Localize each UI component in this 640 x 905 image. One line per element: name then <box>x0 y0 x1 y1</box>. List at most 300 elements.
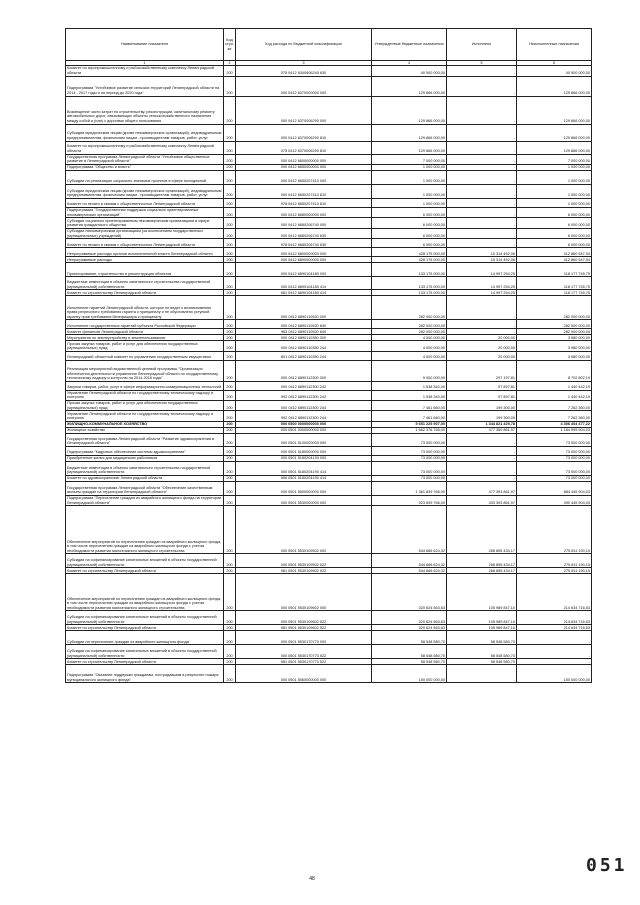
row-approved: 1 361 839 766,00 <box>372 481 447 495</box>
row-code: 200 <box>224 296 236 320</box>
row-name: Субсидии юридическим лицам (кроме некоммерческих организаций), индивидуальным предпринимателям, физическим лицам - производителям товаров, работ, услуг <box>66 185 224 199</box>
row-kbk: 956 0501 5180204190 414 <box>236 475 372 481</box>
row-approved: 320 624 563,63 <box>372 611 447 625</box>
row-approved: 133 175 000,00 <box>372 263 447 277</box>
row-kbk: 978 0412 6680206740 630 <box>236 239 372 248</box>
row-unexecuted: 1 440 442,19 <box>517 381 592 390</box>
row-approved: 1 662 376 766,00 <box>372 427 447 433</box>
row-executed: 58 548 580,70 <box>447 645 517 659</box>
table-row <box>66 401 592 411</box>
row-unexecuted: 282 000 000,00 <box>517 296 592 320</box>
row-unexecuted: 1 000 000,00 <box>517 185 592 199</box>
row-executed: 477 393 861,97 <box>447 481 517 495</box>
row-kbk: 963 0412 6890110520 840 <box>236 329 372 335</box>
table-row <box>66 481 592 495</box>
row-approved: 73 000 000,00 <box>372 433 447 446</box>
table-row <box>66 381 592 390</box>
row-approved: 7 461 660,00 <box>372 401 447 411</box>
row-executed: 97 897,81 <box>447 390 517 400</box>
row-unexecuted: 73 000 000,00 <box>517 475 592 481</box>
row-kbk: 000 0412 6890112300 244 <box>236 401 372 411</box>
row-approved: 428 175 000,00 <box>372 257 447 263</box>
row-code: 200 <box>224 66 236 76</box>
row-kbk: 000 0501 0000000000 000 <box>236 427 372 433</box>
row-unexecuted: 884 445 904,03 <box>517 481 592 495</box>
row-approved: 544 666 624,32 <box>372 554 447 568</box>
row-code: 200 <box>224 554 236 568</box>
table-row <box>66 141 592 154</box>
row-code: 200 <box>224 263 236 277</box>
row-approved: 133 175 000,00 <box>372 290 447 296</box>
row-name: Обеспечение мероприятий по переселению граждан из аварийного жилищного фонда, в том числе переселению граждан из аварийного жилищного фонда с учетом необходимости развития малоэтажного жилищного строительства <box>66 574 224 611</box>
row-kbk: 801 0412 6890110350 244 <box>236 351 372 360</box>
table-row <box>66 185 592 199</box>
row-name: Комитет по печати и связям с общественностью Ленинградской области <box>66 199 224 208</box>
table-row <box>66 360 592 381</box>
row-name: Субсидии на переселение граждан из аварийного жилищного фонда <box>66 631 224 645</box>
table-row <box>66 96 592 124</box>
row-unexecuted: 412 860 547,94 <box>517 248 592 257</box>
row-executed: 97 897,81 <box>447 381 517 390</box>
row-approved: 1 000 000,00 <box>372 185 447 199</box>
column-index: 5 <box>447 60 517 66</box>
row-unexecuted: 118 177 745,75 <box>517 290 592 296</box>
row-executed: - <box>447 228 517 238</box>
row-approved: 544 666 624,32 <box>372 568 447 574</box>
header-kbk: Код расхода по бюджетной классификации <box>236 29 372 61</box>
row-approved: 58 548 580,70 <box>372 645 447 659</box>
row-code: 200 <box>224 228 236 238</box>
table-row <box>66 277 592 290</box>
row-unexecuted: 1 440 442,19 <box>517 390 592 400</box>
row-approved: 6 000 000,00 <box>372 228 447 238</box>
row-executed: - <box>447 171 517 185</box>
row-unexecuted: 118 177 745,75 <box>517 263 592 277</box>
row-unexecuted: 8 702 802,19 <box>517 360 592 381</box>
row-kbk: 075 0412 6340606240 630 <box>236 66 372 76</box>
row-executed: 199 300,00 <box>447 401 517 411</box>
row-name: Подпрограмма "Кадровое обеспечение системы здравоохранения" <box>66 446 224 455</box>
row-kbk: 992 0412 6890112300 242 <box>236 390 372 400</box>
budget-table <box>65 28 592 683</box>
row-unexecuted: 275 811 190,15 <box>517 506 592 554</box>
row-approved: 1 000 000,00 <box>372 199 447 208</box>
row-unexecuted: 6 000 000,00 <box>517 218 592 228</box>
row-kbk: 000 0501 5530109602 000 <box>236 574 372 611</box>
row-approved: 282 000 000,00 <box>372 296 447 320</box>
row-approved: 320 624 563,63 <box>372 625 447 631</box>
row-approved: 73 000 000,00 <box>372 455 447 461</box>
table-row <box>66 446 592 455</box>
row-unexecuted: 73 000 000,00 <box>517 461 592 475</box>
row-kbk: 000 0501 5180000000 000 <box>236 446 372 455</box>
row-approved: 129 866 000,00 <box>372 96 447 124</box>
row-kbk: 000 0412 6650000000 000 <box>236 165 372 171</box>
row-kbk: 000 0412 6890104180 414 <box>236 277 372 290</box>
row-name: Подпрограмма "Устойчивое развитие сельских территорий Ленинградской области на 2014 - 2017 годы и на период до 2020 года" <box>66 76 224 96</box>
table-row <box>66 228 592 238</box>
column-index: 6 <box>517 60 592 66</box>
row-code: 200 <box>224 360 236 381</box>
row-name: Подпрограмма "Переселение граждан из аварийного жилищного фонда на территории Ленинградской области" <box>66 495 224 505</box>
row-unexecuted: 129 866 000,00 <box>517 141 592 154</box>
row-approved: 73 000 000,00 <box>372 446 447 455</box>
row-unexecuted: 4 306 404 477,22 <box>517 421 592 427</box>
row-unexecuted: 3 980 000,00 <box>517 335 592 341</box>
header-unexecuted: Неисполненные назначения <box>517 29 592 61</box>
row-name: Государственная программа Ленинградской области "Развитие здравоохранения в Ленинградской области" <box>66 433 224 446</box>
column-index: 2 <box>224 60 236 66</box>
row-unexecuted: 214 634 716,53 <box>517 611 592 625</box>
row-unexecuted: 118 177 745,75 <box>517 277 592 290</box>
row-executed: - <box>447 208 517 218</box>
row-unexecuted: 73 000 000,00 <box>517 455 592 461</box>
row-name: Субсидии на софинансирование капитальных вложений в объекты государственной (муниципальной) собственности <box>66 611 224 625</box>
table-row <box>66 76 592 96</box>
row-name: Государственная программа Ленинградской области "Устойчивое общественное развитие в Ленинградской области" <box>66 154 224 164</box>
row-kbk: 000 0412 6890000000 000 <box>236 257 372 263</box>
row-approved: 544 666 624,32 <box>372 506 447 554</box>
table-row <box>66 263 592 277</box>
row-code: 200 <box>224 625 236 631</box>
table-row <box>66 320 592 329</box>
table-row <box>66 248 592 257</box>
row-executed: 15 314 452,06 <box>447 257 517 263</box>
row-code: 200 <box>224 381 236 390</box>
row-approved: 428 175 000,00 <box>372 248 447 257</box>
row-approved: 5 651 225 907,00 <box>372 421 447 427</box>
row-kbk: 000 0412 6650207410 000 <box>236 171 372 185</box>
row-approved: 6 000 000,00 <box>372 208 447 218</box>
row-executed: - <box>447 446 517 455</box>
row-code: 200 <box>224 411 236 421</box>
row-executed: - <box>447 141 517 154</box>
row-kbk: 992 0412 6890112300 244 <box>236 411 372 421</box>
row-name: Субсидии некоммерческим организациям (за исключением государственных (муниципальных) учреждений) <box>66 228 224 238</box>
row-executed: - <box>447 154 517 164</box>
row-code: 200 <box>224 248 236 257</box>
row-executed: - <box>447 320 517 329</box>
row-code: 200 <box>224 165 236 171</box>
table-row <box>66 645 592 659</box>
row-executed: - <box>447 296 517 320</box>
row-approved: 6 000 000,00 <box>372 239 447 248</box>
row-unexecuted: - <box>517 659 592 665</box>
row-approved: 4 000 000,00 <box>372 351 447 360</box>
row-name: Подпрограмма "Общество и власть" <box>66 165 224 171</box>
table-row <box>66 218 592 228</box>
row-kbk: 000 0412 6890104180 000 <box>236 263 372 277</box>
row-kbk: 000 0500 0000000000 000 <box>236 421 372 427</box>
row-kbk: 000 0412 6370006290 810 <box>236 124 372 141</box>
row-kbk: 981 0412 6890104180 414 <box>236 290 372 296</box>
header-code: Код стро- ки <box>224 29 236 61</box>
row-kbk: 000 0501 5180204190 414 <box>236 461 372 475</box>
row-kbk: 000 0412 6890110350 244 <box>236 341 372 351</box>
row-executed: 268 855 434,17 <box>447 554 517 568</box>
row-code: 200 <box>224 495 236 505</box>
row-executed: - <box>447 96 517 124</box>
row-kbk: 000 0501 5530109502 522 <box>236 554 372 568</box>
row-executed: 268 855 434,17 <box>447 506 517 554</box>
row-name: Комитет по строительству Ленинградской области <box>66 625 224 631</box>
row-unexecuted: 275 811 190,15 <box>517 554 592 568</box>
table-row <box>66 495 592 505</box>
row-approved: 4 000 000,00 <box>372 341 447 351</box>
row-name: Прочая закупка товаров, работ и услуг для обеспечения государственных (муниципальных) нужд <box>66 401 224 411</box>
row-approved: 58 548 580,70 <box>372 659 447 665</box>
row-executed: - <box>447 185 517 199</box>
row-name: Подпрограмма "Оказание поддержки гражданам, пострадавшим в результате пожара муниципального жилищного фонда" <box>66 665 224 683</box>
header-approved: Утвержденные бюджетные назначения <box>372 29 447 61</box>
row-approved: 4 000 000,00 <box>372 335 447 341</box>
row-executed: - <box>447 218 517 228</box>
row-executed: 58 548 580,70 <box>447 659 517 665</box>
row-executed: - <box>447 165 517 171</box>
row-approved: 282 000 000,00 <box>372 320 447 329</box>
sheet-stamp: 051 <box>586 855 628 876</box>
row-unexecuted: 490 445 904,03 <box>517 495 592 505</box>
row-approved: 282 000 000,00 <box>372 329 447 335</box>
row-code: 200 <box>224 320 236 329</box>
row-executed: 105 989 847,10 <box>447 611 517 625</box>
row-executed: - <box>447 124 517 141</box>
row-kbk: 000 0412 6680206740 000 <box>236 218 372 228</box>
row-executed: 199 300,00 <box>447 411 517 421</box>
row-code: 200 <box>224 446 236 455</box>
row-kbk: 000 0412 6370006290 000 <box>236 96 372 124</box>
row-name: Комитет финансов Ленинградской области <box>66 329 224 335</box>
page-number: 48 <box>309 876 315 882</box>
row-unexecuted: 412 860 547,94 <box>517 257 592 263</box>
row-approved: 923 839 766,00 <box>372 495 447 505</box>
table-row <box>66 461 592 475</box>
row-code: 200 <box>224 631 236 645</box>
table-row <box>66 199 592 208</box>
row-name: Непрограммные расходы <box>66 257 224 263</box>
row-name: Комитет по строительству Ленинградской области <box>66 290 224 296</box>
row-name: Исполнение гарантий Ленинградской области, которое не ведет к возникновению права регрессного требования гаранта к принципалу и не обусловлено уступкой гаранту прав требования бенефициара к принципалу <box>66 296 224 320</box>
row-code: 200 <box>224 124 236 141</box>
row-code: 200 <box>224 645 236 659</box>
row-code: 200 <box>224 199 236 208</box>
table-row <box>66 124 592 141</box>
row-kbk: 000 0501 5530109502 000 <box>236 506 372 554</box>
row-unexecuted: 129 866 000,00 <box>517 76 592 96</box>
row-unexecuted: 275 811 190,15 <box>517 568 592 574</box>
row-kbk: 000 0501 5530170770 000 <box>236 631 372 645</box>
row-approved: 129 866 000,00 <box>372 124 447 141</box>
row-name: Комитет по агропромышленному и рыбохозяйственному комплексу Ленинградской области <box>66 141 224 154</box>
row-approved: 1 000 000,00 <box>372 165 447 171</box>
row-kbk: 000 0412 6890112300 000 <box>236 360 372 381</box>
row-kbk: 000 0412 6890110350 000 <box>236 335 372 341</box>
row-kbk: 000 0501 5530109602 522 <box>236 611 372 625</box>
row-code: 200 <box>224 329 236 335</box>
row-executed: 14 997 254,25 <box>447 277 517 290</box>
row-name: Субсидии на софинансирование капитальных вложений в объекты государственной (муниципальной) собственности <box>66 554 224 568</box>
row-executed: - <box>447 665 517 683</box>
row-unexecuted: 40 500 000,00 <box>517 66 592 76</box>
row-code: 200 <box>224 506 236 554</box>
row-code: 200 <box>224 401 236 411</box>
header-executed: Исполнено <box>447 29 517 61</box>
row-code: 200 <box>224 76 236 96</box>
row-code: 200 <box>224 290 236 296</box>
column-index: 4 <box>372 60 447 66</box>
row-name: Исполнение государственных гарантий субъекта Российской Федерации <box>66 320 224 329</box>
row-executed: 433 393 861,97 <box>447 495 517 505</box>
row-code: 200 <box>224 239 236 248</box>
row-name: Комитет по строительству Ленинградской области <box>66 659 224 665</box>
row-approved: 1 000 000,00 <box>372 171 447 185</box>
row-approved: 58 548 580,70 <box>372 631 447 645</box>
row-executed: 20 000,00 <box>447 341 517 351</box>
row-unexecuted: 1 000 000,00 <box>517 199 592 208</box>
row-approved: 1 538 340,00 <box>372 381 447 390</box>
row-unexecuted: 6 000 000,00 <box>517 228 592 238</box>
row-executed: 105 989 847,10 <box>447 625 517 631</box>
row-name: ЖИЛИЩНО-КОММУНАЛЬНОЕ ХОЗЯЙСТВО <box>66 421 224 427</box>
row-kbk: 000 0501 5500000000 000 <box>236 481 372 495</box>
row-executed: 14 997 254,25 <box>447 290 517 296</box>
table-body <box>66 66 592 683</box>
row-approved: 73 000 000,00 <box>372 461 447 475</box>
row-approved: 73 000 000,00 <box>372 475 447 481</box>
row-kbk: 000 0501 5530170770 522 <box>236 645 372 659</box>
row-code: 200 <box>224 481 236 495</box>
row-code: 200 <box>224 351 236 360</box>
table-row <box>66 574 592 611</box>
row-code: 200 <box>224 574 236 611</box>
row-unexecuted: - <box>517 645 592 659</box>
row-executed: 268 855 434,17 <box>447 568 517 574</box>
row-executed: 477 380 861,97 <box>447 427 517 433</box>
row-code: 200 <box>224 141 236 154</box>
table-header <box>66 29 592 61</box>
row-executed: - <box>447 461 517 475</box>
row-kbk: 000 0412 6890112300 242 <box>236 381 372 390</box>
row-name: Государственная программа Ленинградской области "Обеспечение качественным жильем граждан на территории Ленинградской области" <box>66 481 224 495</box>
table-row <box>66 296 592 320</box>
row-name: Управление Ленинградской области по государственному техническому надзору и контролю <box>66 411 224 421</box>
row-name: Субсидии на софинансирование капитальных вложений в объекты государственной (муниципальной) собственности <box>66 645 224 659</box>
table-row <box>66 665 592 683</box>
row-kbk: 978 0412 6650207410 810 <box>236 199 372 208</box>
row-approved: 1 538 340,00 <box>372 390 447 400</box>
row-executed: - <box>447 455 517 461</box>
row-unexecuted: 282 000 000,00 <box>517 320 592 329</box>
row-name: Непрограммные расходы органов исполнительной власти Ленинградской области <box>66 248 224 257</box>
row-kbk: 000 0412 6890110520 840 <box>236 320 372 329</box>
row-name: Управление Ленинградской области по государственному техническому надзору и контролю <box>66 390 224 400</box>
row-code: 200 <box>224 455 236 461</box>
row-code: 200 <box>224 171 236 185</box>
row-kbk: 000 0501 5560000000 000 <box>236 665 372 683</box>
row-approved: 150 000 000,00 <box>372 665 447 683</box>
row-approved: 40 500 000,00 <box>372 66 447 76</box>
row-unexecuted: 214 634 716,53 <box>517 625 592 631</box>
row-approved: 320 624 563,63 <box>372 574 447 611</box>
table-row <box>66 239 592 248</box>
row-unexecuted: 7 262 360,00 <box>517 401 592 411</box>
row-name: Реализация мероприятий ведомственной целевой программы "Организация обеспечения деятельности управления Ленинградской области по государственному техническому надзору и контролю на 2014-2016 годы" <box>66 360 224 381</box>
table-row <box>66 411 592 421</box>
row-name: Приобретение жилья для медицинских работников <box>66 455 224 461</box>
row-kbk: 000 0412 6370000000 000 <box>236 76 372 96</box>
row-code: 200 <box>224 427 236 433</box>
row-code: 200 <box>224 611 236 625</box>
row-name: Комитет по строительству Ленинградской области <box>66 568 224 574</box>
table-row <box>66 154 592 164</box>
row-executed: - <box>447 239 517 248</box>
row-kbk: 000 0501 5530000000 000 <box>236 495 372 505</box>
row-kbk: 981 0501 5530170770 522 <box>236 659 372 665</box>
row-code: 200 <box>224 218 236 228</box>
row-kbk: 981 0501 5530109502 522 <box>236 568 372 574</box>
document-page <box>65 28 591 683</box>
table-row <box>66 171 592 185</box>
row-executed: 20 000,00 <box>447 335 517 341</box>
row-kbk: 000 0412 6680000000 000 <box>236 208 372 218</box>
row-name: Проектирование, строительство и реконструкция объектов <box>66 263 224 277</box>
row-unexecuted: - <box>517 631 592 645</box>
row-name: Прочая закупка товаров, работ и услуг для обеспечения государственных (муниципальных) нужд <box>66 341 224 351</box>
row-code: 200 <box>224 257 236 263</box>
row-unexecuted: 6 000 000,00 <box>517 208 592 218</box>
row-kbk: 000 0501 5180204190 000 <box>236 455 372 461</box>
row-unexecuted: 3 980 000,00 <box>517 351 592 360</box>
row-name: Комитет по здравоохранению Ленинградской области <box>66 475 224 481</box>
row-code: 200 <box>224 341 236 351</box>
row-name: Ленинградский областной комитет по управлению государственным имуществом <box>66 351 224 360</box>
table-row <box>66 66 592 76</box>
row-approved: 7 000 000,00 <box>372 154 447 164</box>
row-unexecuted: 129 866 000,00 <box>517 124 592 141</box>
row-name: Бюджетные инвестиции в объекты капитального строительства государственной (муниципальной) собственности <box>66 461 224 475</box>
row-code: 200 <box>224 208 236 218</box>
column-index: 1 <box>66 60 224 66</box>
row-unexecuted: 73 000 000,00 <box>517 433 592 446</box>
row-approved: 129 866 000,00 <box>372 141 447 154</box>
row-executed: 58 548 580,70 <box>447 631 517 645</box>
row-executed: - <box>447 76 517 96</box>
row-unexecuted: 150 000 000,00 <box>517 665 592 683</box>
row-code: 200 <box>224 568 236 574</box>
row-executed: - <box>447 475 517 481</box>
row-name: Обеспечение мероприятий по переселению граждан из аварийного жилищного фонда, в том числе переселению граждан из аварийного жилищного фонда с учетом необходимости развития малоэтажного жилищного строительства <box>66 506 224 554</box>
table-row <box>66 341 592 351</box>
row-approved: 9 000 000,00 <box>372 360 447 381</box>
row-approved: 129 866 000,00 <box>372 76 447 96</box>
row-unexecuted: 1 000 000,00 <box>517 171 592 185</box>
row-code: 200 <box>224 96 236 124</box>
row-executed: 20 000,00 <box>447 351 517 360</box>
row-kbk: 000 0412 6680206740 630 <box>236 228 372 238</box>
row-kbk: 000 0412 6800000000 000 <box>236 248 372 257</box>
row-unexecuted: 1 184 995 904,03 <box>517 427 592 433</box>
row-name: Субсидии на реализацию социально значимых проектов в сфере молодежной <box>66 171 224 185</box>
row-code: 200 <box>224 335 236 341</box>
row-code: 200 <box>224 277 236 290</box>
row-kbk: 000 0412 6890110520 000 <box>236 296 372 320</box>
row-executed: - <box>447 329 517 335</box>
row-name: Мероприятия по землеустройству и землепользованию <box>66 335 224 341</box>
row-name: Субсидии юридическим лицам (кроме некоммерческих организаций), индивидуальным предпринимателям, физическим лицам - производителям товаров, работ, услуг <box>66 124 224 141</box>
row-name: Комитет по печати и связям с общественностью Ленинградской области <box>66 239 224 248</box>
row-name: Возмещение части затрат по строительству, реконструкции, капитальному ремонту автомобильных дорог, связывающих объекты сельскохозяйственного назначения между собой и (или) с дорогами общего пользования <box>66 96 224 124</box>
row-executed: - <box>447 199 517 208</box>
